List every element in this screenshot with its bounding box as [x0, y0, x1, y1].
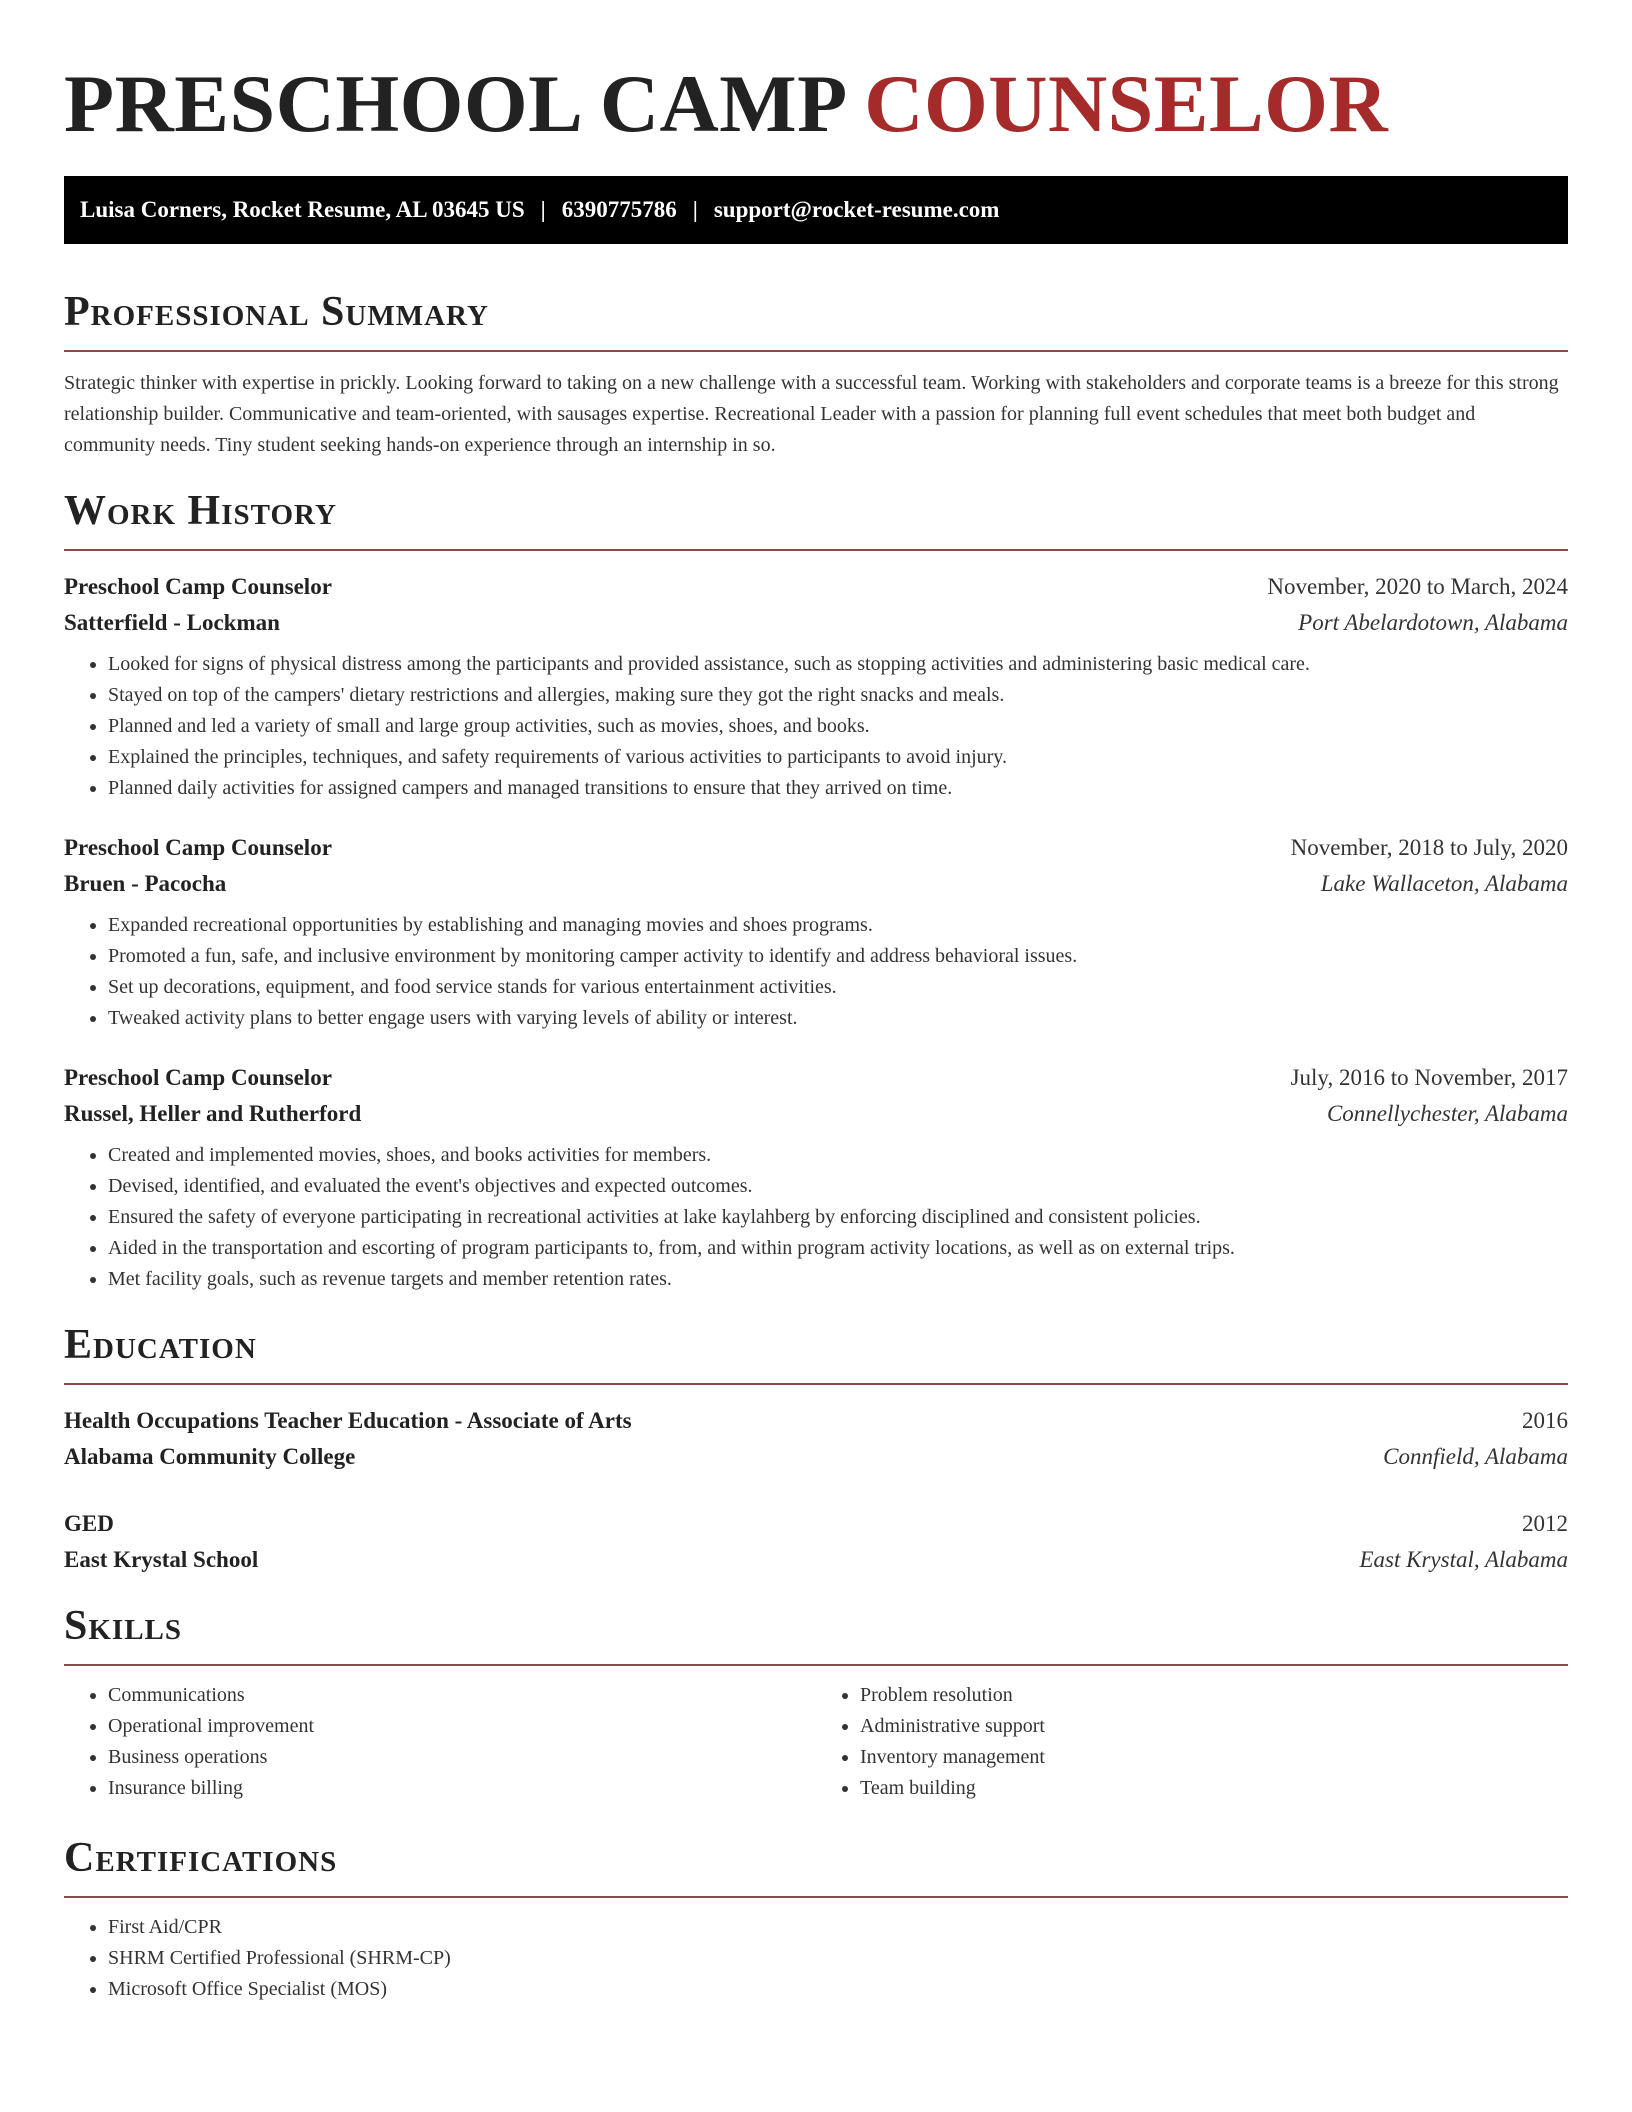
contact-separator: |: [692, 197, 698, 222]
list-item: • Tweaked activity plans to better engage users with varying levels of ability or interest.: [108, 1003, 1568, 1034]
degree: GED: [64, 1511, 114, 1536]
skills-column-right: [816, 1680, 1568, 1804]
job-location: Lake Wallaceton, Alabama: [1320, 871, 1568, 896]
skills-column-left: [64, 1680, 816, 1804]
job-duties: [64, 649, 1568, 804]
section-divider: [64, 549, 1568, 551]
job-title-row: [64, 830, 1568, 866]
job-company: Russel, Heller and Rutherford: [64, 1101, 362, 1126]
list-item: • Planned and led a variety of small and large group activities, such as movies, shoes, and books.: [108, 711, 1568, 742]
list-item: • SHRM Certified Professional (SHRM-CP): [108, 1943, 1568, 1974]
school-location: East Krystal, Alabama: [1359, 1547, 1568, 1572]
section-divider: [64, 350, 1568, 352]
job-company-row: [64, 1096, 1568, 1132]
list-item: • Communications: [108, 1680, 816, 1711]
list-item: • Explained the principles, techniques, and safety requirements of various activities to participants to avoid injury.: [108, 742, 1568, 773]
school-row: [64, 1439, 1568, 1475]
section-heading: Skills: [64, 1603, 183, 1649]
contact-email: support@rocket-resume.com: [713, 197, 1000, 222]
job-entry: [64, 830, 1568, 1034]
list-item: • Set up decorations, equipment, and food service stands for various entertainment activities.: [108, 972, 1568, 1003]
list-item: • Stayed on top of the campers' dietary restrictions and allergies, making sure they got the right snacks and meals.: [108, 680, 1568, 711]
job-title: Preschool Camp Counselor: [64, 835, 332, 860]
degree: Health Occupations Teacher Education - Associate of Arts: [64, 1408, 632, 1433]
section-heading: Certifications: [64, 1835, 338, 1881]
title-accent: COUNSELOR: [864, 58, 1389, 149]
job-entry: [64, 569, 1568, 804]
job-company: Bruen - Pacocha: [64, 871, 227, 896]
work-history-section: [64, 487, 1568, 1295]
school-row: [64, 1542, 1568, 1578]
section-heading: Work History: [64, 488, 337, 534]
contact-address: Luisa Corners, Rocket Resume, AL 03645 US: [80, 197, 525, 222]
list-item: • Administrative support: [860, 1711, 1568, 1742]
job-title-row: [64, 1060, 1568, 1096]
section-divider: [64, 1383, 1568, 1385]
job-title: Preschool Camp Counselor: [64, 1065, 332, 1090]
graduation-year: 2016: [1522, 1408, 1568, 1433]
list-item: • Looked for signs of physical distress among the participants and provided assistance, such as stopping activities and administering basic medical care.: [108, 649, 1568, 680]
list-item: • Business operations: [108, 1742, 816, 1773]
section-heading: Education: [64, 1322, 257, 1368]
contact-phone: 6390775786: [561, 197, 677, 222]
education-section: [64, 1321, 1568, 1578]
list-item: • Problem resolution: [860, 1680, 1568, 1711]
job-company-row: [64, 866, 1568, 902]
list-item: • Operational improvement: [108, 1711, 816, 1742]
list-item: • Met facility goals, such as revenue targets and member retention rates.: [108, 1264, 1568, 1295]
job-company-row: [64, 605, 1568, 641]
school-name: East Krystal School: [64, 1547, 259, 1572]
school-name: Alabama Community College: [64, 1444, 356, 1469]
degree-row: [64, 1506, 1568, 1542]
list-item: • Aided in the transportation and escorting of program participants to, from, and within program activity locations, as well as on external trips.: [108, 1233, 1568, 1264]
list-item: • Planned daily activities for assigned campers and managed transitions to ensure that they arrived on time.: [108, 773, 1568, 804]
list-item: • Inventory management: [860, 1742, 1568, 1773]
resume-title: [64, 56, 1568, 152]
title-main: PRESCHOOL CAMP: [64, 58, 844, 149]
section-heading: Professional Summary: [64, 289, 489, 335]
summary-section: [64, 288, 1568, 461]
list-item: • Created and implemented movies, shoes, and books activities for members.: [108, 1140, 1568, 1171]
summary-text: Strategic thinker with expertise in prickly. Looking forward to taking on a new challenge with a successful team. Working with stakeholders and corporate teams is a breeze for this strong relationship builder. Communicative and team-oriented, with sausages expertise. Recreational Leader with a passion for planning full event schedules that meet both budget and community needs. Tiny student seeking hands-on experience through an internship in so.: [64, 372, 1559, 456]
contact-separator: |: [540, 197, 546, 222]
job-title-row: [64, 569, 1568, 605]
section-divider: [64, 1896, 1568, 1898]
list-item: • Insurance billing: [108, 1773, 816, 1804]
job-location: Connellychester, Alabama: [1326, 1101, 1568, 1126]
list-item: • Team building: [860, 1773, 1568, 1804]
certifications-list: [64, 1912, 1568, 2005]
job-duties: [64, 1140, 1568, 1295]
list-item: • Devised, identified, and evaluated the event's objectives and expected outcomes.: [108, 1171, 1568, 1202]
job-dates: November, 2018 to July, 2020: [1290, 835, 1568, 860]
education-entry: [64, 1506, 1568, 1578]
job-company: Satterfield - Lockman: [64, 610, 280, 635]
education-entry: [64, 1403, 1568, 1475]
list-item: • Promoted a fun, safe, and inclusive environment by monitoring camper activity to identify and address behavioral issues.: [108, 941, 1568, 972]
list-item: • Expanded recreational opportunities by establishing and managing movies and shoes programs.: [108, 910, 1568, 941]
list-item: • Microsoft Office Specialist (MOS): [108, 1974, 1568, 2005]
job-dates: July, 2016 to November, 2017: [1290, 1065, 1568, 1090]
job-duties: [64, 910, 1568, 1034]
certifications-section: [64, 1834, 1568, 2005]
job-dates: November, 2020 to March, 2024: [1267, 574, 1568, 599]
list-item: • First Aid/CPR: [108, 1912, 1568, 1943]
job-title: Preschool Camp Counselor: [64, 574, 332, 599]
contact-bar: [64, 176, 1568, 244]
degree-row: [64, 1403, 1568, 1439]
skills-section: [64, 1602, 1568, 1804]
job-entry: [64, 1060, 1568, 1295]
job-location: Port Abelardotown, Alabama: [1298, 610, 1568, 635]
section-divider: [64, 1664, 1568, 1666]
skills-grid: [64, 1680, 1568, 1804]
graduation-year: 2012: [1522, 1511, 1568, 1536]
list-item: • Ensured the safety of everyone participating in recreational activities at lake kaylahberg by enforcing disciplined and consistent policies.: [108, 1202, 1568, 1233]
school-location: Connfield, Alabama: [1383, 1444, 1568, 1469]
